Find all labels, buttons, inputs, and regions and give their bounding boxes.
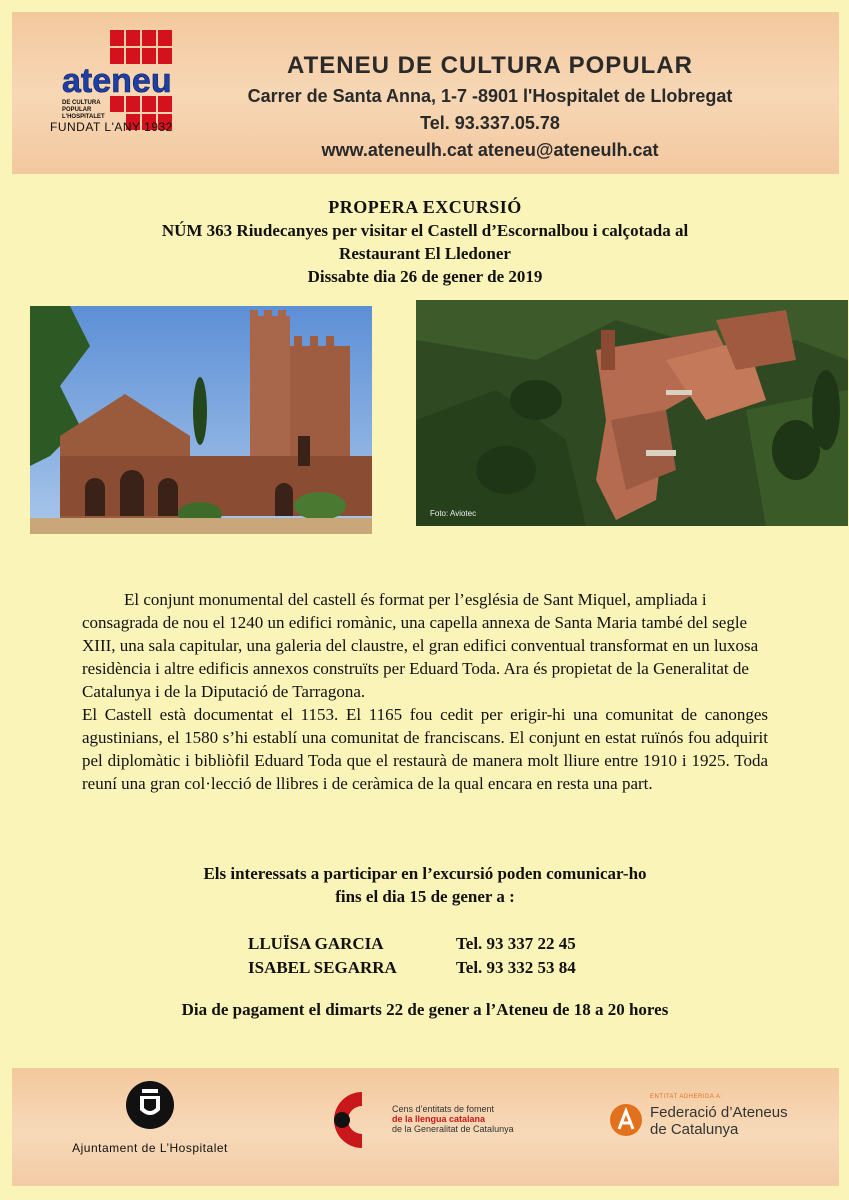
org-title: ATENEU DE CULTURA POPULAR: [287, 52, 693, 79]
description: [82, 588, 768, 795]
excursion-title-2: Restaurant El Lledoner: [339, 244, 511, 263]
ajuntament-emblem-icon: [125, 1080, 175, 1130]
logo-word: ateneu: [62, 62, 172, 100]
federacio-name: [650, 1104, 820, 1138]
ateneu-logo: [48, 28, 188, 158]
contact-line-2: fins el dia 15 de gener a :: [335, 887, 515, 906]
contact-list: [248, 932, 576, 980]
org-info: [190, 40, 790, 161]
contact-row: [248, 956, 576, 980]
cens-c-icon: [328, 1090, 392, 1150]
contact-phone: Tel. 93 332 53 84: [456, 958, 576, 977]
cens-line-2: de la llengua catalana: [392, 1114, 486, 1124]
logo-small-1: DE CULTURA: [62, 100, 101, 106]
cens-logo: [328, 1090, 548, 1155]
excursion-date: Dissabte dia 26 de gener de 2019: [307, 267, 543, 286]
headline: [60, 196, 790, 288]
contact-name: LLUÏSA GARCIA: [248, 934, 384, 953]
castle-church-photo: [30, 306, 372, 534]
org-phone: Tel. 93.337.05.78: [420, 113, 560, 133]
contact-line-1: Els interessats a participar en l’excursió poden comunicar-ho: [203, 864, 647, 883]
photo-credit: Foto: Aviotec: [430, 509, 477, 518]
cens-line-1: Cens d’entitats de foment: [392, 1104, 495, 1114]
contact-row: [248, 932, 576, 956]
federacio-name-2: de Catalunya: [650, 1121, 739, 1138]
contact-name: ISABEL SEGARRA: [248, 958, 397, 977]
federacio-small: ENTITAT ADHERIDA A:: [650, 1094, 723, 1100]
contact-call: [60, 862, 790, 908]
logo-small-2: POPULAR: [62, 107, 92, 113]
section-title: PROPERA EXCURSIÓ: [328, 197, 522, 217]
ajuntament-label: Ajuntament de L’Hospitalet: [72, 1141, 228, 1155]
org-address: Carrer de Santa Anna, 1-7 -8901 l'Hospitalet de Llobregat: [247, 86, 733, 106]
contact-phone: Tel. 93 337 22 45: [456, 934, 576, 953]
castle-aerial-photo: [416, 300, 848, 526]
payment-info: Dia de pagament el dimarts 22 de gener a l’Ateneu de 18 a 20 hores: [181, 1000, 669, 1019]
description-paragraph-1: El conjunt monumental del castell és format per l’església de Sant Miquel, ampliada i consagrada de nou el 1240 un edifici romànic, una capella annexa de Santa Maria també del segle XIII, una sala capitular, una galeria del claustre, el gran edifici conventual transformat en un luxosa residència i altre edificis annexos construïts per Eduard Toda. Ara és propietat de la Generalitat de Catalunya i de la Diputació de Tarragona.: [82, 590, 759, 701]
federacio-a-icon: [608, 1102, 644, 1138]
cens-line-3: de la Generalitat de Catalunya: [392, 1124, 514, 1134]
excursion-title: NÚM 363 Riudecanyes per visitar el Castell d’Escornalbou i calçotada al: [161, 221, 689, 240]
logo-tagline: FUNDAT L'ANY 1932: [50, 120, 173, 134]
org-web-email[interactable]: www.ateneulh.cat ateneu@ateneulh.cat: [321, 140, 659, 160]
federacio-name-1: Federació d’Ateneus: [650, 1104, 788, 1121]
logo-small-3: L'HOSPITALET: [62, 114, 105, 120]
description-paragraph-2: El Castell està documentat el 1153. El 1165 fou cedit per erigir-hi una comunitat de canonges agustinians, el 1580 s’hi establí una comunitat de franciscans. El conjunt en estat ruïnós fou adquirit pel diplomàtic i bibliòfil Eduard Toda que el restaurà de manera molt lliure entre 1910 i 1925. Toda reuní una gran col·lecció de llibres i de ceràmica de la qual encara en resta una part.: [82, 705, 768, 793]
cens-text: [392, 1104, 552, 1134]
ajuntament-logo: [60, 1080, 240, 1155]
